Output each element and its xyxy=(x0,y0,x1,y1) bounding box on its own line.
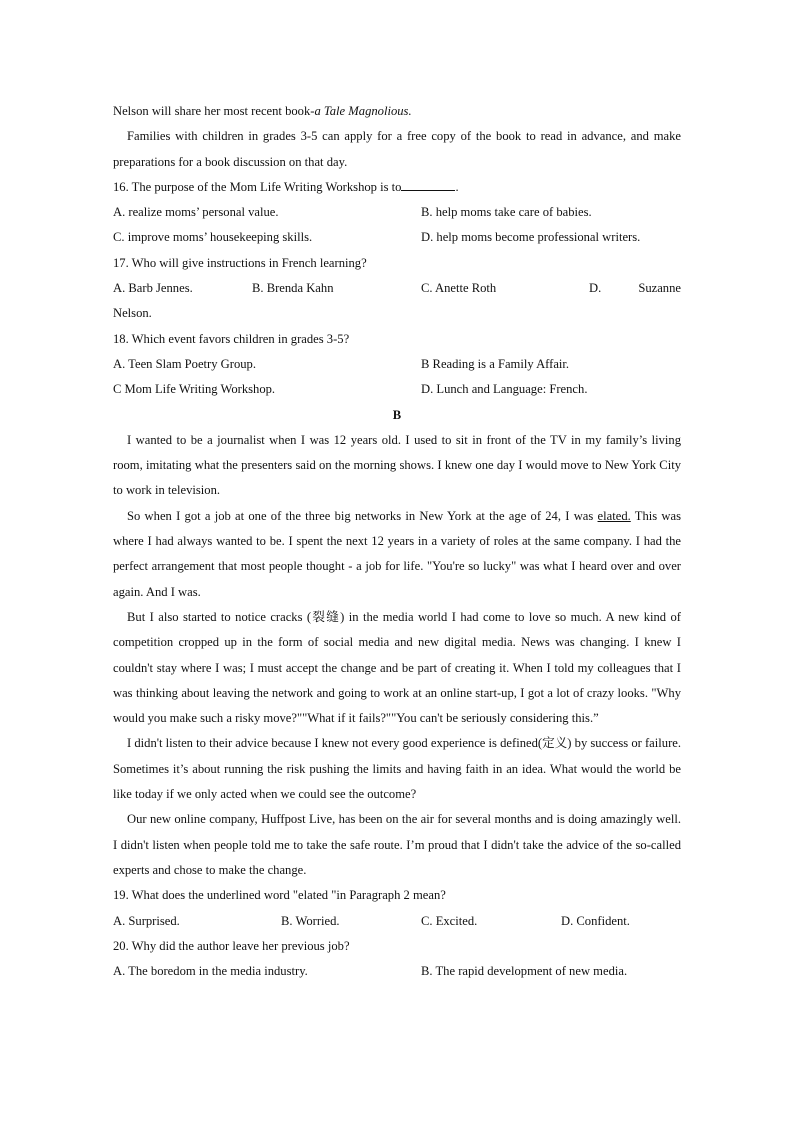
q17-option-d xyxy=(589,276,681,301)
passage-b-para2 xyxy=(113,504,681,605)
q18-options-row1 xyxy=(113,352,681,377)
passage-a-line1 xyxy=(113,99,681,124)
passage-b-para5: Our new online company, Huffpost Live, has been on the air for several months and is doing amazingly well. I didn't listen when people told me to take the safe route. I’m proud that I didn't take the advice of the so-called experts and chose to make the change. xyxy=(113,812,681,877)
underlined-word: elated. xyxy=(597,508,631,523)
q17-option-a: A. Barb Jennes. xyxy=(113,281,193,296)
q20-stem: 20. Why did the author leave her previous job? xyxy=(113,938,350,953)
q17-option-c: C. Anette Roth xyxy=(421,281,497,296)
passage-b-para3: But I also started to notice cracks (裂缝) in the media world I had come to love so much. A new kind of competition cropped up in the form of social media and new digital media. News was changing. I knew I couldn't stay where I was; I must accept the change and be part of creating it. When I told my colleagues that I was thinking about leaving the network and going to work at an online start-up, I got a lot of crazy looks. "Why would you make such a risky move?""What if it fails?""You can't be seriously considering this.” xyxy=(113,609,681,726)
answer-blank xyxy=(401,176,455,191)
passage-b-para1: I wanted to be a journalist when I was 12 years old. I used to sit in front of the TV in my family’s living room, imitating what the presenters said on the morning shows. I knew one day I would move to New York City to work in television. xyxy=(113,432,681,498)
q16-options-row1 xyxy=(113,200,681,225)
q16-option-c: C. improve moms’ housekeeping skills. xyxy=(113,230,313,245)
q16-stem-end: . xyxy=(455,179,459,194)
q16-stem xyxy=(113,175,681,200)
section-heading-b: B xyxy=(392,407,402,422)
q19-option-c: C. Excited. xyxy=(421,913,478,928)
q17-option-d-name1: Suzanne xyxy=(638,281,681,296)
book-title: a Tale Magnolious. xyxy=(314,104,412,118)
exam-content xyxy=(113,99,681,984)
q18-options-row2 xyxy=(113,377,681,402)
q19-stem: 19. What does the underlined word "elated "in Paragraph 2 mean? xyxy=(113,888,446,903)
q16-option-a: A. realize moms’ personal value. xyxy=(113,205,279,220)
q20-option-b: B. The rapid development of new media. xyxy=(421,964,628,979)
q20-option-a: A. The boredom in the media industry. xyxy=(113,964,308,979)
passage-b-para4: I didn't listen to their advice because I knew not every good experience is defined(定义) by success or failure. Sometimes it’s about running the risk pushing the limits and having faith in an idea. What would the world be like today if we only acted when we could see the outcome? xyxy=(113,736,681,802)
q16-stem-text: 16. The purpose of the Mom Life Writing Workshop is to xyxy=(113,179,402,194)
passage-b-para2-post: This was where I had always wanted to be. I spent the next 12 years in a variety of roles at the same company. I had the perfect arrangement that most people thought - a job for life. "You're so lucky" was what I heard over and over again. And I was. xyxy=(113,508,682,599)
passage-b-para2-pre: So when I got a job at one of the three big networks in New York at the age of 24, I was xyxy=(127,508,598,523)
q16-option-b: B. help moms take care of babies. xyxy=(421,205,592,220)
q17-option-d-continued: Nelson. xyxy=(113,306,152,321)
q20-options-row xyxy=(113,959,681,984)
q17-stem: 17. Who will give instructions in French learning? xyxy=(113,255,367,270)
q19-option-b: B. Worried. xyxy=(281,913,340,928)
q19-options-row xyxy=(113,909,681,934)
q18-option-a: A. Teen Slam Poetry Group. xyxy=(113,356,256,371)
q16-options-row2 xyxy=(113,225,681,250)
q18-option-b: B Reading is a Family Affair. xyxy=(421,356,570,371)
q16-option-d: D. help moms become professional writers. xyxy=(421,230,641,245)
passage-a-line1-text: Nelson will share her most recent book- xyxy=(113,104,315,118)
passage-a-para2: Families with children in grades 3-5 can apply for a free copy of the book to read in advance, and make preparations for a book discussion on that day. xyxy=(113,129,681,169)
q18-option-d: D. Lunch and Language: French. xyxy=(421,382,588,397)
q17-options-row xyxy=(113,276,681,301)
q17-option-b: B. Brenda Kahn xyxy=(252,281,334,296)
q19-option-d: D. Confident. xyxy=(561,913,630,928)
q18-stem: 18. Which event favors children in grades 3-5? xyxy=(113,331,350,346)
q19-option-a: A. Surprised. xyxy=(113,913,180,928)
q18-option-c: C Mom Life Writing Workshop. xyxy=(113,382,276,397)
q17-option-d-label: D. xyxy=(589,281,602,296)
